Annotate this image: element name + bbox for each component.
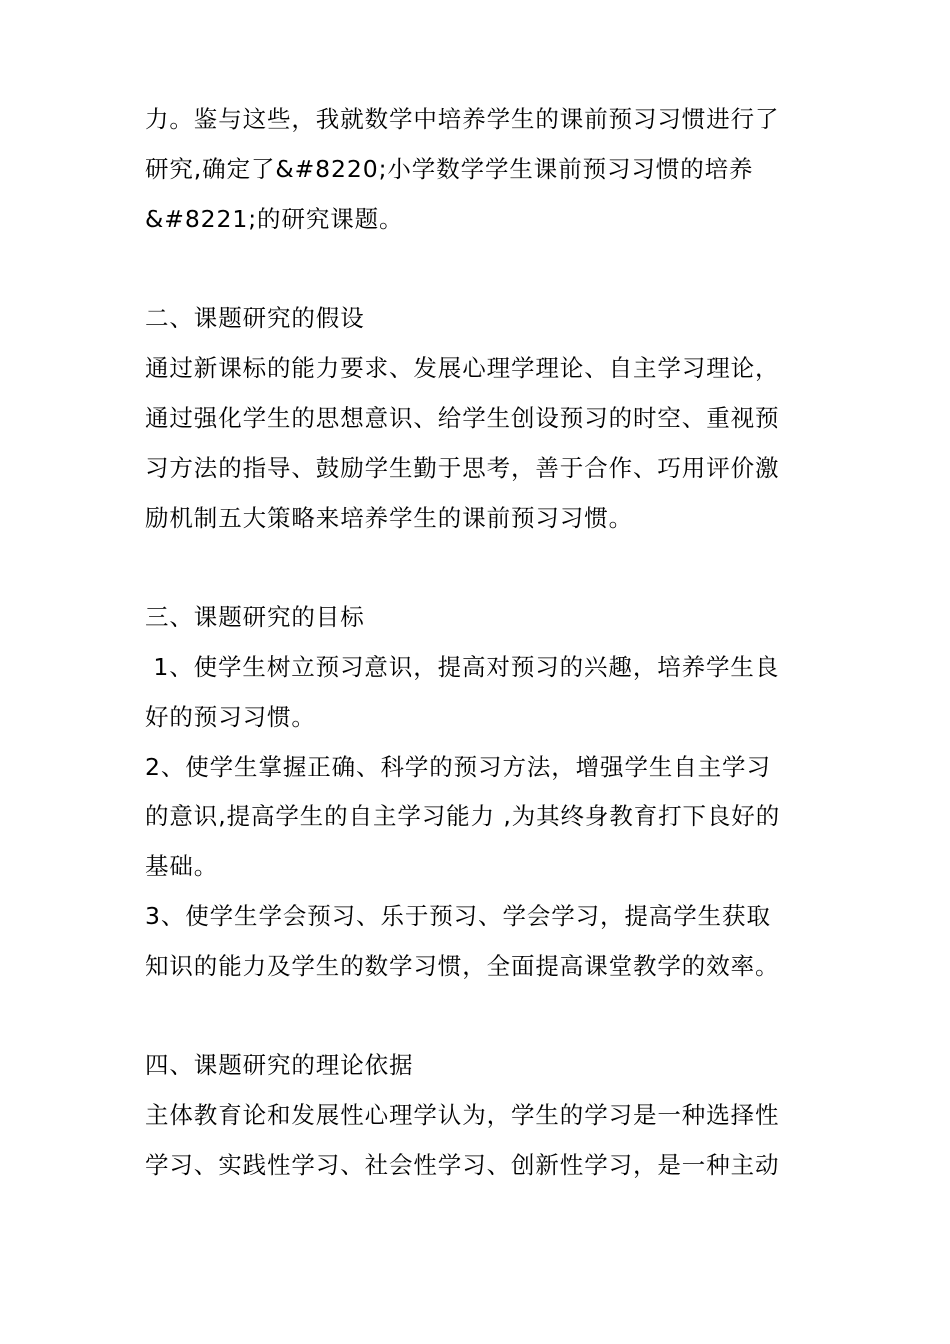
section-4-heading: 四、课题研究的理论依据 bbox=[145, 1051, 414, 1079]
section-3-line-1: 1、使学生树立预习意识，提高对预习的兴趣，培养学生良 bbox=[145, 653, 780, 681]
section-2-heading: 二、课题研究的假设 bbox=[145, 304, 365, 332]
intro-line-1: 力。鉴与这些，我就数学中培养学生的课前预习习惯进行了 bbox=[145, 105, 780, 133]
section-2-line-4: 励机制五大策略来培养学生的课前预习习惯。 bbox=[145, 504, 633, 532]
intro-line-3: &#8221;的研究课题。 bbox=[145, 205, 404, 233]
section-4-line-1: 主体教育论和发展性心理学认为，学生的学习是一种选择性 bbox=[145, 1101, 780, 1129]
section-3-line-4: 的意识,提高学生的自主学习能力 ,为其终身教育打下良好的 bbox=[145, 802, 781, 830]
section-3-line-2: 好的预习习惯。 bbox=[145, 703, 316, 731]
section-2-line-2: 通过强化学生的思想意识、给学生创设预习的时空、重视预 bbox=[145, 404, 780, 432]
section-3-line-3: 2、使学生掌握正确、科学的预习方法，增强学生自主学习 bbox=[145, 753, 771, 781]
section-3-line-6: 3、使学生学会预习、乐于预习、学会学习，提高学生获取 bbox=[145, 902, 771, 930]
section-4-line-2: 学习、实践性学习、社会性学习、创新性学习，是一种主动 bbox=[145, 1151, 780, 1179]
section-3-line-5: 基础。 bbox=[145, 852, 219, 880]
section-3-heading: 三、课题研究的目标 bbox=[145, 603, 365, 631]
section-2-line-3: 习方法的指导、鼓励学生勤于思考，善于合作、巧用评价激 bbox=[145, 454, 780, 482]
intro-line-2: 研究,确定了&#8220;小学数学学生课前预习习惯的培养 bbox=[145, 155, 754, 183]
section-3-line-7: 知识的能力及学生的数学习惯，全面提高课堂教学的效率。 bbox=[145, 952, 780, 980]
section-2-line-1: 通过新课标的能力要求、发展心理学理论、自主学习理论， bbox=[145, 354, 780, 382]
